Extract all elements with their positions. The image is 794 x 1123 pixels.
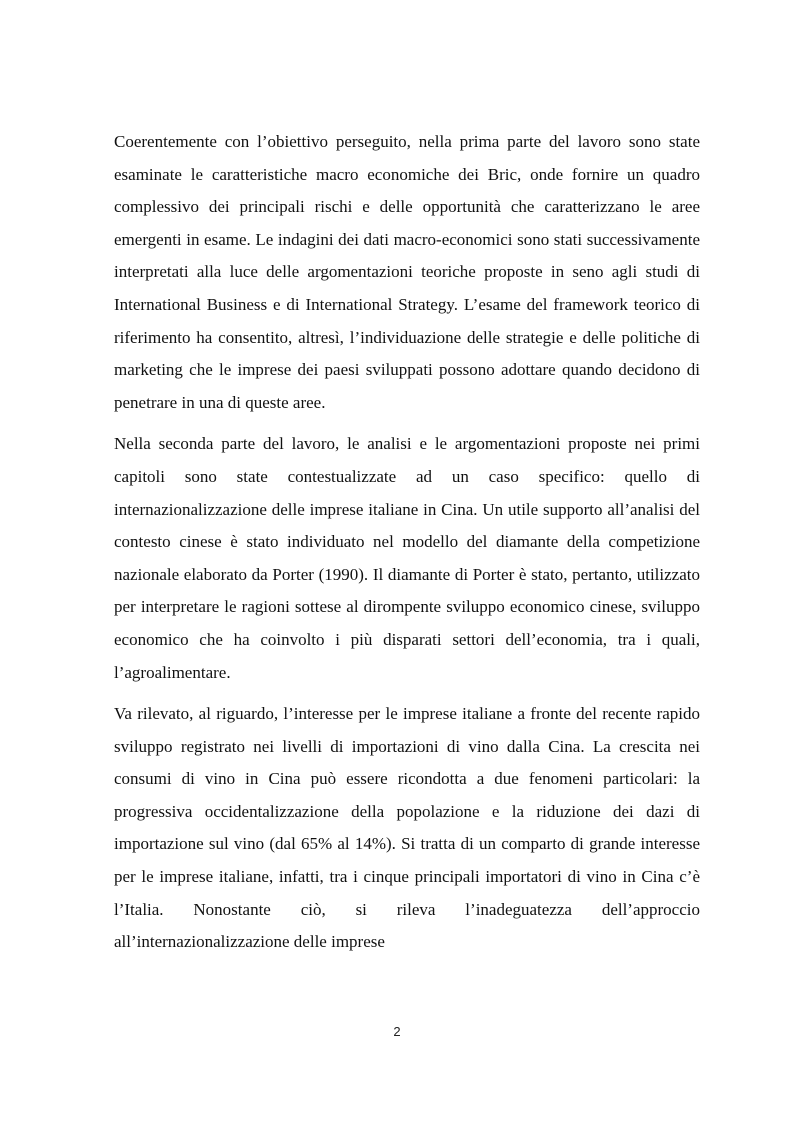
paragraph-1: Coerentemente con l’obiettivo perseguito, nella prima parte del lavoro sono state esaminate le caratteristiche macro economiche dei Bric, onde fornire un quadro complessivo dei principali rischi e delle opportunità che caratterizzano le aree emergenti in esame. Le indagini dei dati macro-economici sono stati successivamente interpretati alla luce delle argomentazioni teoriche proposte in seno agli studi di International Business e di International Strategy. L’esame del framework teorico di riferimento ha consentito, altresì, l’individuazione delle strategie e delle politiche di marketing che le imprese dei paesi sviluppati possono adottare quando decidono di penetrare in una di queste aree.	[114, 132, 700, 412]
paragraph-3: Va rilevato, al riguardo, l’interesse per le imprese italiane a fronte del recente rapido sviluppo registrato nei livelli di importazioni di vino dalla Cina. La crescita nei consumi di vino in Cina può essere ricondotta a due fenomeni particolari: la progressiva occidentalizzazione della popolazione e la riduzione dei dazi di importazione sul vino (dal 65% al 14%). Si tratta di un comparto di grande interesse per le imprese italiane, infatti, tra i cinque principali importatori di vino in Cina c’è l’Italia. Nonostante ciò, si rileva l’inadeguatezza dell’approccio all’internazionalizzazione delle imprese	[114, 704, 700, 952]
paragraph-2: Nella seconda parte del lavoro, le analisi e le argomentazioni proposte nei primi capitoli sono state contestualizzate ad un caso specifico: quello di internazionalizzazione delle imprese italiane in Cina. Un utile supporto all’analisi del contesto cinese è stato individuato nel modello del diamante della competizione nazionale elaborato da Porter (1990). Il diamante di Porter è stato, pertanto, utilizzato per interpretare le ragioni sottese al dirompente sviluppo economico cinese, sviluppo economico che ha coinvolto i più disparati settori dell’economia, tra i quali, l’agroalimentare.	[114, 434, 700, 682]
page-number: 2	[393, 1024, 401, 1039]
page-body	[114, 126, 700, 968]
